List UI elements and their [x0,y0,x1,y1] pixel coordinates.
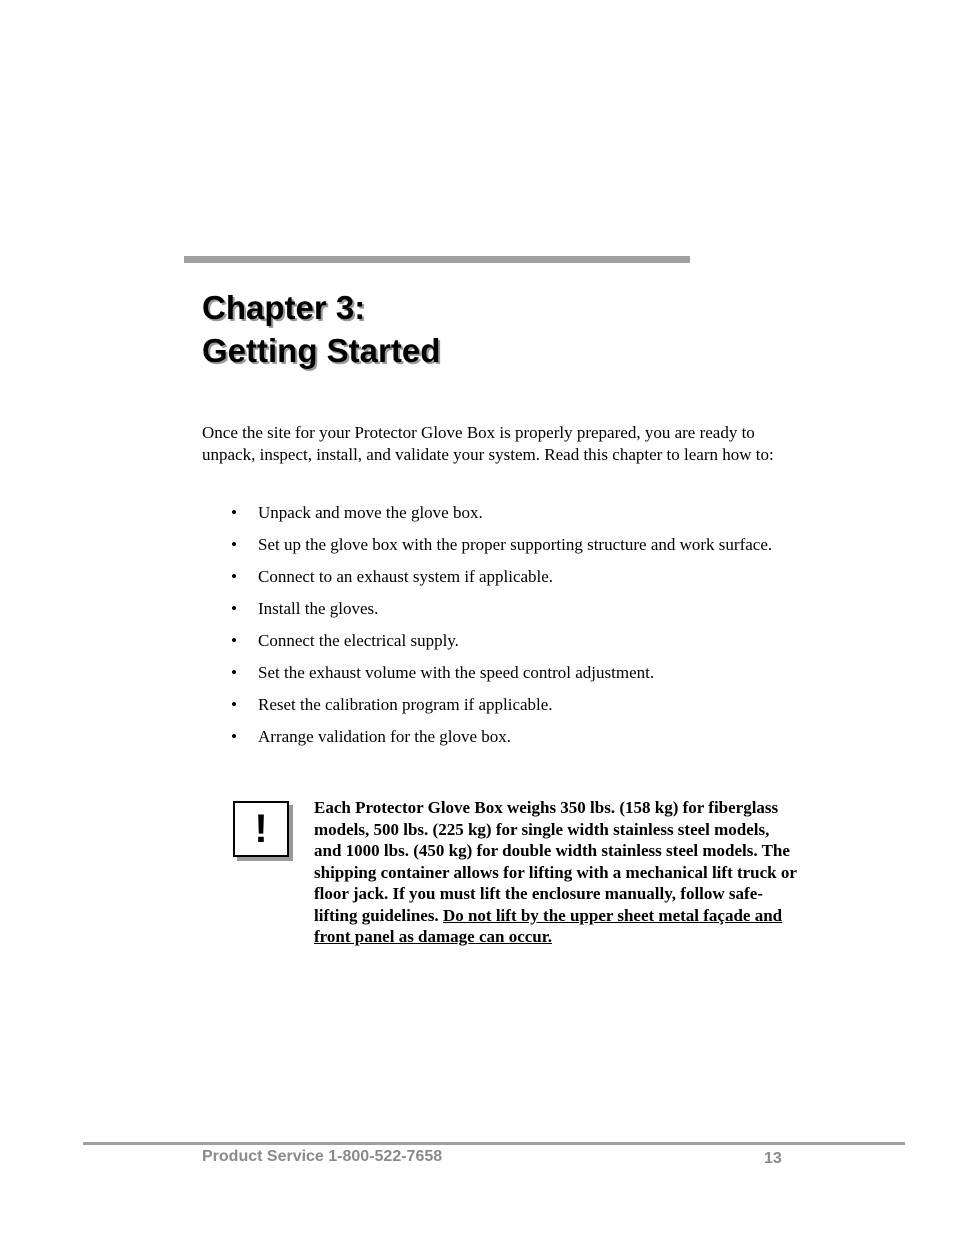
bullet-icon: • [231,727,237,746]
footer-product-service: Product Service 1-800-522-7658 [202,1148,443,1165]
chapter-top-rule [184,256,690,263]
chapter-title [202,286,440,372]
bullet-icon: • [231,663,237,682]
list-item: • Set up the glove box with the proper supporting structure and work surface. [231,535,773,554]
bullet-icon: • [231,567,237,586]
task-list [202,502,792,758]
list-item: • Reset the calibration program if applicable. [231,695,553,714]
list-item: • Unpack and move the glove box. [231,503,483,522]
chapter-name: Getting Started [202,332,441,369]
page-number: 13 [764,1150,782,1167]
list-item: • Arrange validation for the glove box. [231,727,512,746]
intro-paragraph: Once the site for your Protector Glove Box is properly prepared, you are ready to unpack, inspect, install, and validate your system. Read this chapter to learn how to: [202,423,774,464]
warning-emphasis: Do not lift by the upper sheet metal façade and front panel as damage can occur. [314,905,783,946]
bullet-icon: • [231,695,237,714]
bullet-icon: • [231,503,237,522]
bullet-icon: • [231,599,237,618]
warning-icon [233,801,289,857]
list-item: • Connect to an exhaust system if applicable. [231,567,554,586]
chapter-number: Chapter 3: [202,289,366,326]
list-item: • Set the exhaust volume with the speed control adjustment. [231,663,655,682]
footer-rule [83,1142,905,1145]
exclamation-icon: ! [254,807,268,851]
warning-text: Each Protector Glove Box weighs 350 lbs. (158 kg) for fiberglass models, 500 lbs. (225 kg) for single width stainless steel models, and 1000 lbs. (450 kg) for double width stainless steel models. The shipping container allows for lifting with a mechanical lift truck or floor jack. If you must lift the enclosure manually, follow safe-lifting guidelines. [314,798,797,925]
bullet-icon: • [231,631,237,650]
bullet-icon: • [231,535,237,554]
warning-note [314,797,800,948]
list-item: • Connect the electrical supply. [231,631,459,650]
list-item: • Install the gloves. [231,599,379,618]
